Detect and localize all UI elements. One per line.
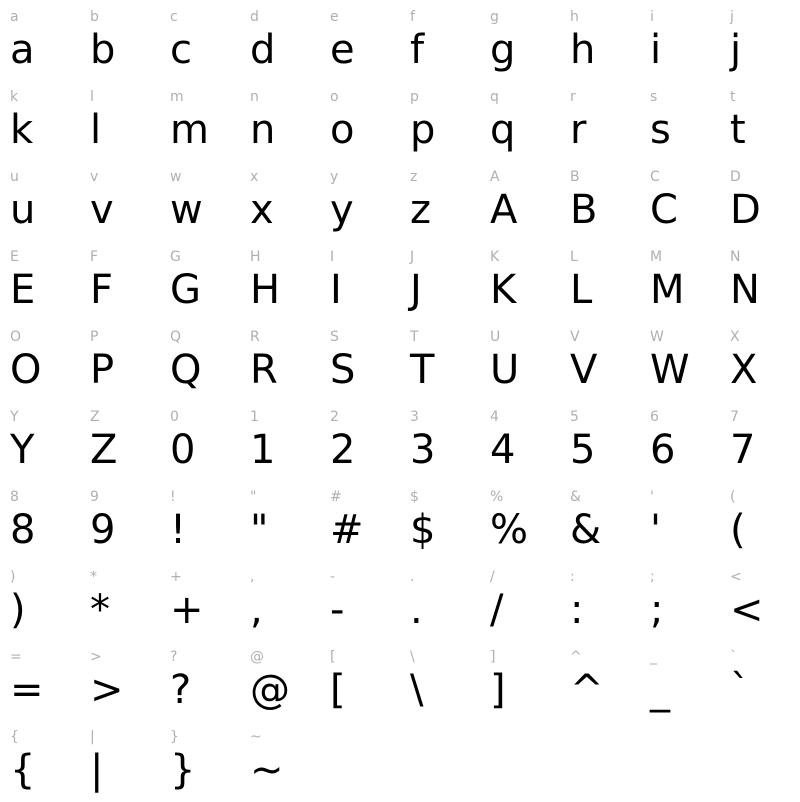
glyph-sample: 0 <box>170 427 196 473</box>
glyph-sample: ) <box>10 587 26 633</box>
glyph-cell <box>0 562 80 642</box>
glyph-cell <box>480 642 560 722</box>
glyph-label: . <box>410 569 415 585</box>
glyph-sample: 9 <box>90 507 116 553</box>
glyph-label: ! <box>170 489 176 505</box>
glyph-label: ; <box>650 569 655 585</box>
glyph-sample: = <box>10 667 44 713</box>
glyph-sample: 2 <box>330 427 356 473</box>
glyph-sample: { <box>10 747 36 793</box>
glyph-label: [ <box>330 649 336 665</box>
glyph-label: B <box>570 169 580 185</box>
glyph-label: * <box>90 569 97 585</box>
glyph-label: & <box>570 489 581 505</box>
glyph-cell <box>0 322 80 402</box>
glyph-cell <box>160 2 240 82</box>
glyph-sample: : <box>570 587 584 633</box>
glyph-cell <box>0 2 80 82</box>
glyph-sample: 1 <box>250 427 276 473</box>
glyph-label: $ <box>410 489 419 505</box>
glyph-cell <box>560 562 640 642</box>
glyph-sample: X <box>730 347 758 393</box>
glyph-label: F <box>90 249 99 265</box>
glyph-sample: o <box>330 107 355 153</box>
glyph-sample: ? <box>170 667 192 713</box>
glyph-sample: 8 <box>10 507 36 553</box>
glyph-sample: + <box>170 587 204 633</box>
glyph-label: ` <box>730 649 737 665</box>
glyph-cell-empty <box>560 722 640 802</box>
glyph-cell <box>480 242 560 322</box>
glyph-cell <box>160 82 240 162</box>
glyph-sample: Y <box>10 427 35 473</box>
glyph-sample: h <box>570 27 596 73</box>
glyph-sample: , <box>250 587 263 633</box>
glyph-cell <box>320 242 400 322</box>
glyph-label: f <box>410 9 415 25</box>
glyph-sample: y <box>330 187 354 233</box>
glyph-label: S <box>330 329 339 345</box>
glyph-sample: Z <box>90 427 118 473</box>
glyph-cell <box>320 482 400 562</box>
glyph-sample: N <box>730 267 760 313</box>
glyph-sample: O <box>10 347 42 393</box>
glyph-label: ] <box>490 649 496 665</box>
glyph-sample: . <box>410 587 423 633</box>
glyph-sample: j <box>730 27 742 73</box>
glyph-sample: w <box>170 187 203 233</box>
glyph-label: w <box>170 169 182 185</box>
glyph-label: b <box>90 9 99 25</box>
glyph-sample: u <box>10 187 36 233</box>
glyph-sample: n <box>250 107 276 153</box>
glyph-sample: T <box>410 347 435 393</box>
glyph-cell <box>560 82 640 162</box>
glyph-label: 9 <box>90 489 99 505</box>
glyph-label: W <box>650 329 664 345</box>
glyph-cell <box>640 242 720 322</box>
glyph-cell <box>400 402 480 482</box>
glyph-cell <box>160 162 240 242</box>
glyph-label: \ <box>410 649 415 665</box>
glyph-label: d <box>250 9 259 25</box>
glyph-label: h <box>570 9 579 25</box>
glyph-sample: < <box>730 587 764 633</box>
glyph-sample: ( <box>730 507 746 553</box>
glyph-label: | <box>90 729 95 745</box>
glyph-label: x <box>250 169 259 185</box>
glyph-cell <box>640 482 720 562</box>
glyph-cell <box>480 402 560 482</box>
glyph-label: Y <box>10 409 19 425</box>
glyph-sample: a <box>10 27 35 73</box>
glyph-cell <box>160 562 240 642</box>
glyph-cell-empty <box>480 722 560 802</box>
glyph-cell <box>320 322 400 402</box>
glyph-sample: ` <box>730 667 750 713</box>
glyph-label: 4 <box>490 409 499 425</box>
glyph-cell <box>240 722 320 802</box>
glyph-sample: m <box>170 107 209 153</box>
glyph-sample: I <box>330 267 342 313</box>
glyph-cell <box>720 242 800 322</box>
glyph-sample: ; <box>650 587 664 633</box>
glyph-sample: B <box>570 187 598 233</box>
glyph-cell <box>640 322 720 402</box>
glyph-sample: q <box>490 107 516 153</box>
glyph-cell <box>240 82 320 162</box>
glyph-sample: C <box>650 187 678 233</box>
glyph-sample: x <box>250 187 274 233</box>
glyph-sample: M <box>650 267 685 313</box>
glyph-sample: b <box>90 27 116 73</box>
glyph-cell <box>720 402 800 482</box>
glyph-label: 0 <box>170 409 179 425</box>
glyph-cell <box>400 482 480 562</box>
glyph-sample: - <box>330 587 345 633</box>
glyph-sample: [ <box>330 667 346 713</box>
glyph-label: L <box>570 249 578 265</box>
glyph-cell <box>240 482 320 562</box>
glyph-sample: U <box>490 347 520 393</box>
glyph-sample: } <box>170 747 196 793</box>
glyph-sample: d <box>250 27 276 73</box>
glyph-cell <box>480 82 560 162</box>
glyph-sample: P <box>90 347 115 393</box>
glyph-cell-empty <box>400 722 480 802</box>
glyph-cell <box>240 2 320 82</box>
glyph-label: M <box>650 249 663 265</box>
glyph-label: G <box>170 249 181 265</box>
glyph-cell <box>320 402 400 482</box>
glyph-label: X <box>730 329 740 345</box>
glyph-label: z <box>410 169 418 185</box>
glyph-cell <box>240 402 320 482</box>
glyph-cell <box>320 82 400 162</box>
glyph-cell <box>560 242 640 322</box>
glyph-cell <box>160 402 240 482</box>
glyph-label: 7 <box>730 409 739 425</box>
glyph-sample: W <box>650 347 690 393</box>
glyph-sample: r <box>570 107 587 153</box>
glyph-cell-empty <box>640 722 720 802</box>
glyph-sample: 7 <box>730 427 756 473</box>
glyph-cell <box>400 2 480 82</box>
glyph-cell <box>400 322 480 402</box>
glyph-label: J <box>410 249 415 265</box>
glyph-label: U <box>490 329 501 345</box>
glyph-cell <box>720 562 800 642</box>
glyph-sample: @ <box>250 667 290 713</box>
glyph-cell <box>160 722 240 802</box>
glyph-label: t <box>730 89 736 105</box>
glyph-sample: S <box>330 347 356 393</box>
glyph-sample: s <box>650 107 671 153</box>
glyph-sample: 5 <box>570 427 596 473</box>
glyph-label: @ <box>250 649 264 665</box>
glyph-cell <box>240 162 320 242</box>
glyph-cell <box>0 482 80 562</box>
glyph-label: s <box>650 89 658 105</box>
glyph-cell <box>400 642 480 722</box>
glyph-cell <box>0 162 80 242</box>
glyph-label: ( <box>730 489 736 505</box>
glyph-sample: z <box>410 187 431 233</box>
glyph-label: I <box>330 249 335 265</box>
glyph-label: _ <box>650 649 657 665</box>
glyph-cell <box>160 642 240 722</box>
glyph-sample: v <box>90 187 114 233</box>
glyph-label: a <box>10 9 19 25</box>
glyph-cell <box>480 162 560 242</box>
glyph-label: E <box>10 249 19 265</box>
glyph-label: 1 <box>250 409 259 425</box>
glyph-cell <box>400 242 480 322</box>
glyph-sample: ^ <box>570 667 604 713</box>
glyph-label: n <box>250 89 259 105</box>
glyph-cell <box>560 482 640 562</box>
glyph-cell <box>560 162 640 242</box>
glyph-label: u <box>10 169 19 185</box>
glyph-label: D <box>730 169 741 185</box>
glyph-label: / <box>490 569 495 585</box>
glyph-sample: > <box>90 667 124 713</box>
glyph-sample: K <box>490 267 517 313</box>
glyph-label: m <box>170 89 184 105</box>
glyph-sample: / <box>490 587 504 633</box>
glyph-cell <box>0 642 80 722</box>
glyph-cell <box>560 402 640 482</box>
glyph-sample: # <box>330 507 364 553</box>
glyph-cell <box>80 482 160 562</box>
glyph-label: N <box>730 249 741 265</box>
glyph-sample: Q <box>170 347 202 393</box>
glyph-label: V <box>570 329 580 345</box>
glyph-label: q <box>490 89 499 105</box>
glyph-cell <box>80 642 160 722</box>
glyph-cell <box>400 82 480 162</box>
glyph-sample: ~ <box>250 747 284 793</box>
glyph-label: ~ <box>250 729 262 745</box>
glyph-label: % <box>490 489 504 505</box>
glyph-cell <box>0 242 80 322</box>
glyph-label: 6 <box>650 409 659 425</box>
glyph-label: O <box>10 329 22 345</box>
glyph-sample: p <box>410 107 436 153</box>
glyph-cell <box>0 722 80 802</box>
glyph-label: T <box>410 329 419 345</box>
glyph-label: y <box>330 169 339 185</box>
glyph-cell <box>640 642 720 722</box>
glyph-sample: % <box>490 507 529 553</box>
glyph-cell <box>720 322 800 402</box>
glyph-label: { <box>10 729 19 745</box>
glyph-cell <box>240 242 320 322</box>
glyph-sample: g <box>490 27 516 73</box>
glyph-sample: 4 <box>490 427 516 473</box>
glyph-label: C <box>650 169 660 185</box>
glyph-label: + <box>170 569 182 585</box>
glyph-cell <box>560 642 640 722</box>
glyph-cell <box>320 562 400 642</box>
glyph-cell <box>640 162 720 242</box>
glyph-cell <box>480 562 560 642</box>
glyph-sample: l <box>90 107 102 153</box>
glyph-cell <box>240 322 320 402</box>
glyph-cell <box>320 642 400 722</box>
glyph-label: } <box>170 729 179 745</box>
glyph-cell <box>80 402 160 482</box>
glyph-sample: F <box>90 267 114 313</box>
glyph-cell <box>640 402 720 482</box>
glyph-cell <box>80 162 160 242</box>
glyph-sample: & <box>570 507 602 553</box>
glyph-cell <box>640 82 720 162</box>
glyph-label: 5 <box>570 409 579 425</box>
glyph-label: p <box>410 89 419 105</box>
glyph-cell <box>720 82 800 162</box>
glyph-sample: k <box>10 107 34 153</box>
glyph-label: c <box>170 9 178 25</box>
glyph-label: 2 <box>330 409 339 425</box>
glyph-cell <box>320 2 400 82</box>
glyph-cell <box>240 642 320 722</box>
glyph-label: Z <box>90 409 100 425</box>
glyph-sample: t <box>730 107 746 153</box>
glyph-cell <box>720 162 800 242</box>
glyph-cell <box>720 2 800 82</box>
glyph-cell <box>160 242 240 322</box>
glyph-sample: ' <box>650 507 661 553</box>
glyph-cell <box>80 722 160 802</box>
glyph-label: r <box>570 89 576 105</box>
glyph-cell <box>400 162 480 242</box>
glyph-sample: D <box>730 187 761 233</box>
glyph-sample: 6 <box>650 427 676 473</box>
glyph-sample: J <box>410 267 422 313</box>
glyph-sample: 3 <box>410 427 436 473</box>
glyph-label: ) <box>10 569 16 585</box>
glyph-label: A <box>490 169 500 185</box>
glyph-sample: H <box>250 267 281 313</box>
glyph-label: R <box>250 329 260 345</box>
glyph-sample: G <box>170 267 201 313</box>
glyph-label: - <box>330 569 336 585</box>
glyph-label: , <box>250 569 255 585</box>
glyph-label: > <box>90 649 102 665</box>
glyph-sample: \ <box>410 667 424 713</box>
glyph-sample: " <box>250 507 269 553</box>
glyph-sample: ] <box>490 667 506 713</box>
glyph-label: : <box>570 569 575 585</box>
glyph-cell <box>720 642 800 722</box>
glyph-cell <box>80 322 160 402</box>
glyph-sample: * <box>90 587 110 633</box>
glyph-label: ^ <box>570 649 582 665</box>
glyph-label: Q <box>170 329 182 345</box>
glyph-cell <box>640 2 720 82</box>
glyph-sample: c <box>170 27 192 73</box>
glyph-label: j <box>730 9 734 25</box>
glyph-cell <box>560 2 640 82</box>
glyph-label: P <box>90 329 99 345</box>
glyph-sample: L <box>570 267 593 313</box>
glyph-label: i <box>650 9 654 25</box>
glyph-sample: A <box>490 187 518 233</box>
glyph-sample: E <box>10 267 36 313</box>
glyph-label: k <box>10 89 19 105</box>
glyph-cell <box>320 162 400 242</box>
glyph-label: ? <box>170 649 178 665</box>
glyph-label: 3 <box>410 409 419 425</box>
glyph-sample: V <box>570 347 598 393</box>
glyph-cell <box>160 322 240 402</box>
glyph-cell <box>80 562 160 642</box>
glyph-label: l <box>90 89 94 105</box>
glyph-cell-empty <box>320 722 400 802</box>
glyph-label: 8 <box>10 489 19 505</box>
glyph-cell <box>480 482 560 562</box>
glyph-cell <box>0 82 80 162</box>
glyph-sample: ! <box>170 507 187 553</box>
glyph-label: # <box>330 489 342 505</box>
glyph-label: K <box>490 249 500 265</box>
glyph-label: H <box>250 249 261 265</box>
glyph-sample: | <box>90 747 104 793</box>
glyph-cell <box>480 2 560 82</box>
glyph-cell <box>80 2 160 82</box>
glyph-sample: _ <box>650 667 670 713</box>
glyph-label: g <box>490 9 499 25</box>
glyph-cell <box>560 322 640 402</box>
glyph-label: = <box>10 649 22 665</box>
glyph-label: ' <box>650 489 654 505</box>
glyph-label: o <box>330 89 339 105</box>
glyph-label: " <box>250 489 257 505</box>
glyph-cell-empty <box>720 722 800 802</box>
glyph-cell <box>640 562 720 642</box>
glyph-sample: $ <box>410 507 436 553</box>
glyph-cell <box>480 322 560 402</box>
glyph-cell <box>240 562 320 642</box>
glyph-label: < <box>730 569 742 585</box>
glyph-cell <box>80 242 160 322</box>
glyph-sample: i <box>650 27 662 73</box>
glyph-sample: e <box>330 27 355 73</box>
glyph-label: v <box>90 169 99 185</box>
glyph-cell <box>80 82 160 162</box>
glyph-cell <box>720 482 800 562</box>
glyph-label: e <box>330 9 339 25</box>
glyph-sample: R <box>250 347 278 393</box>
glyph-cell <box>160 482 240 562</box>
glyph-sample: f <box>410 27 425 73</box>
glyph-cell <box>0 402 80 482</box>
glyph-cell <box>400 562 480 642</box>
